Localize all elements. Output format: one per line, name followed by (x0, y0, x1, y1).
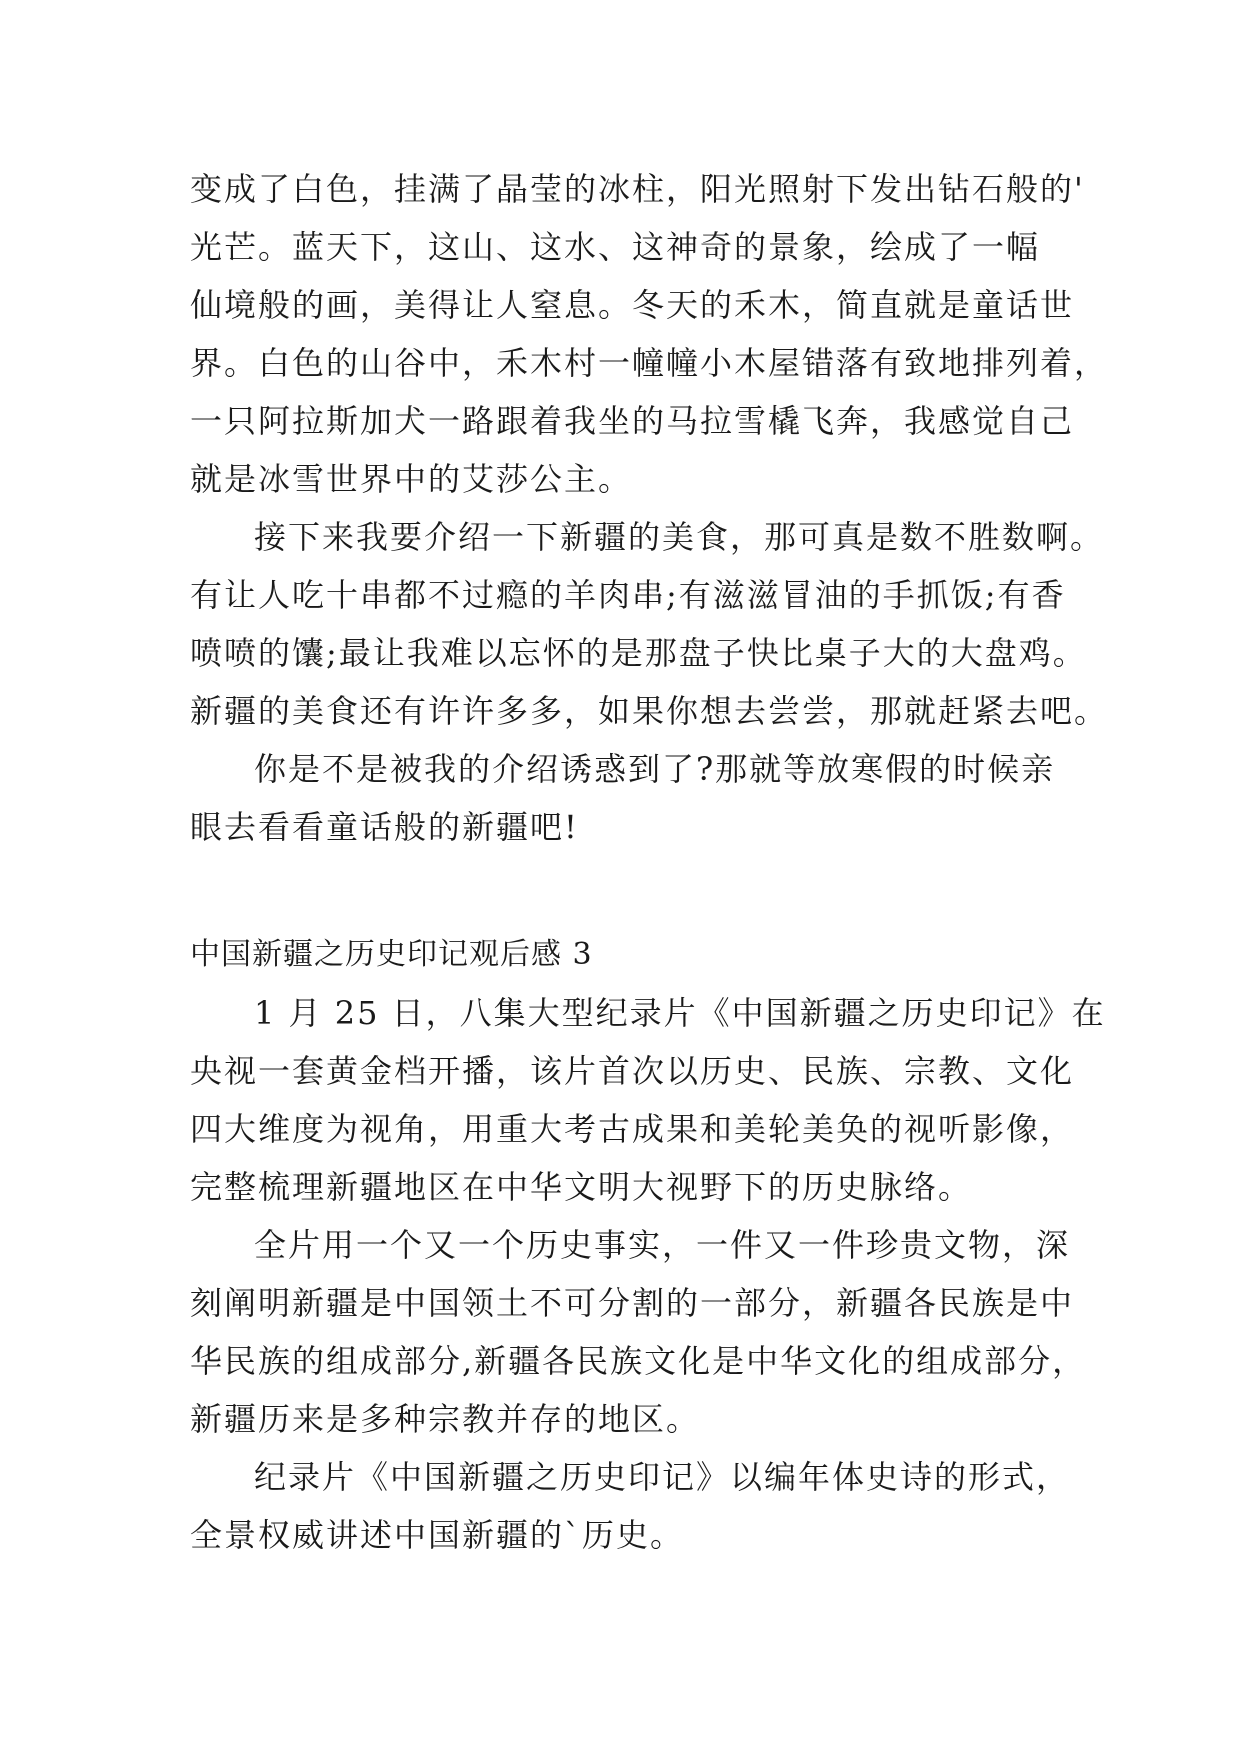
paragraph-epic-form (190, 1448, 1070, 1564)
text-line: 界。白色的山谷中，禾木村一幢幢小木屋错落有致地排列着， (190, 344, 1109, 382)
text-line: 你是不是被我的介绍诱惑到了?那就等放寒假的时候亲 (254, 750, 1056, 788)
text-line: 有让人吃十串都不过瘾的羊肉串;有滋滋冒油的手抓饭;有香 (190, 576, 1066, 614)
text-line: 纪录片《中国新疆之历史印记》以编年体史诗的形式， (254, 1458, 1071, 1496)
text-line: 一只阿拉斯加犬一路跟着我坐的马拉雪橇飞奔，我感觉自己 (190, 402, 1075, 440)
paragraph-winter-hemu (190, 160, 1109, 508)
text-line: 四大维度为视角，用重大考古成果和美轮美奂的视听影像， (190, 1110, 1075, 1148)
text-line: 1 月 25 日，八集大型纪录片《中国新疆之历史印记》在 (254, 994, 1106, 1032)
paragraph-documentary-intro (190, 984, 1106, 1216)
text-line: 央视一套黄金档开播，该片首次以历史、民族、宗教、文化 (190, 1052, 1075, 1090)
text-line: 华民族的组成部分,新疆各民族文化是中华文化的组成部分， (190, 1342, 1087, 1380)
text-line: 喷喷的馕;最让我难以忘怀的是那盘子快比桌子大的大盘鸡。 (190, 634, 1087, 672)
text-line: 完整梳理新疆地区在中华文明大视野下的历史脉络。 (190, 1168, 973, 1206)
text-line: 新疆历来是多种宗教并存的地区。 (190, 1400, 701, 1438)
text-line: 接下来我要介绍一下新疆的美食，那可真是数不胜数啊。 (254, 518, 1105, 556)
text-line: 就是冰雪世界中的艾莎公主。 (190, 460, 633, 498)
text-line: 变成了白色，挂满了晶莹的冰柱，阳光照射下发出钻石般的' (190, 170, 1085, 208)
text-line: 仙境般的画，美得让人窒息。冬天的禾木，简直就是童话世 (190, 286, 1075, 324)
text-line: 全景权威讲述中国新疆的`历史。 (190, 1516, 685, 1554)
section-title: 中国新疆之历史印记观后感 3 (190, 937, 593, 972)
text-line: 新疆的美食还有许许多多，如果你想去尝尝，那就赶紧去吧。 (190, 692, 1109, 730)
text-line: 光芒。蓝天下，这山、这水、这神奇的景象，绘成了一幅 (190, 228, 1041, 266)
paragraph-xinjiang-food (190, 508, 1109, 740)
document-body (190, 160, 1109, 1564)
text-line: 全片用一个又一个历史事实，一件又一件珍贵文物，深 (254, 1226, 1071, 1264)
text-line: 眼去看看童话般的新疆吧! (190, 808, 579, 846)
text-line: 刻阐明新疆是中国领土不可分割的一部分，新疆各民族是中 (190, 1284, 1075, 1322)
paragraph-invitation (190, 740, 1070, 856)
paragraph-historical-facts (190, 1216, 1087, 1448)
